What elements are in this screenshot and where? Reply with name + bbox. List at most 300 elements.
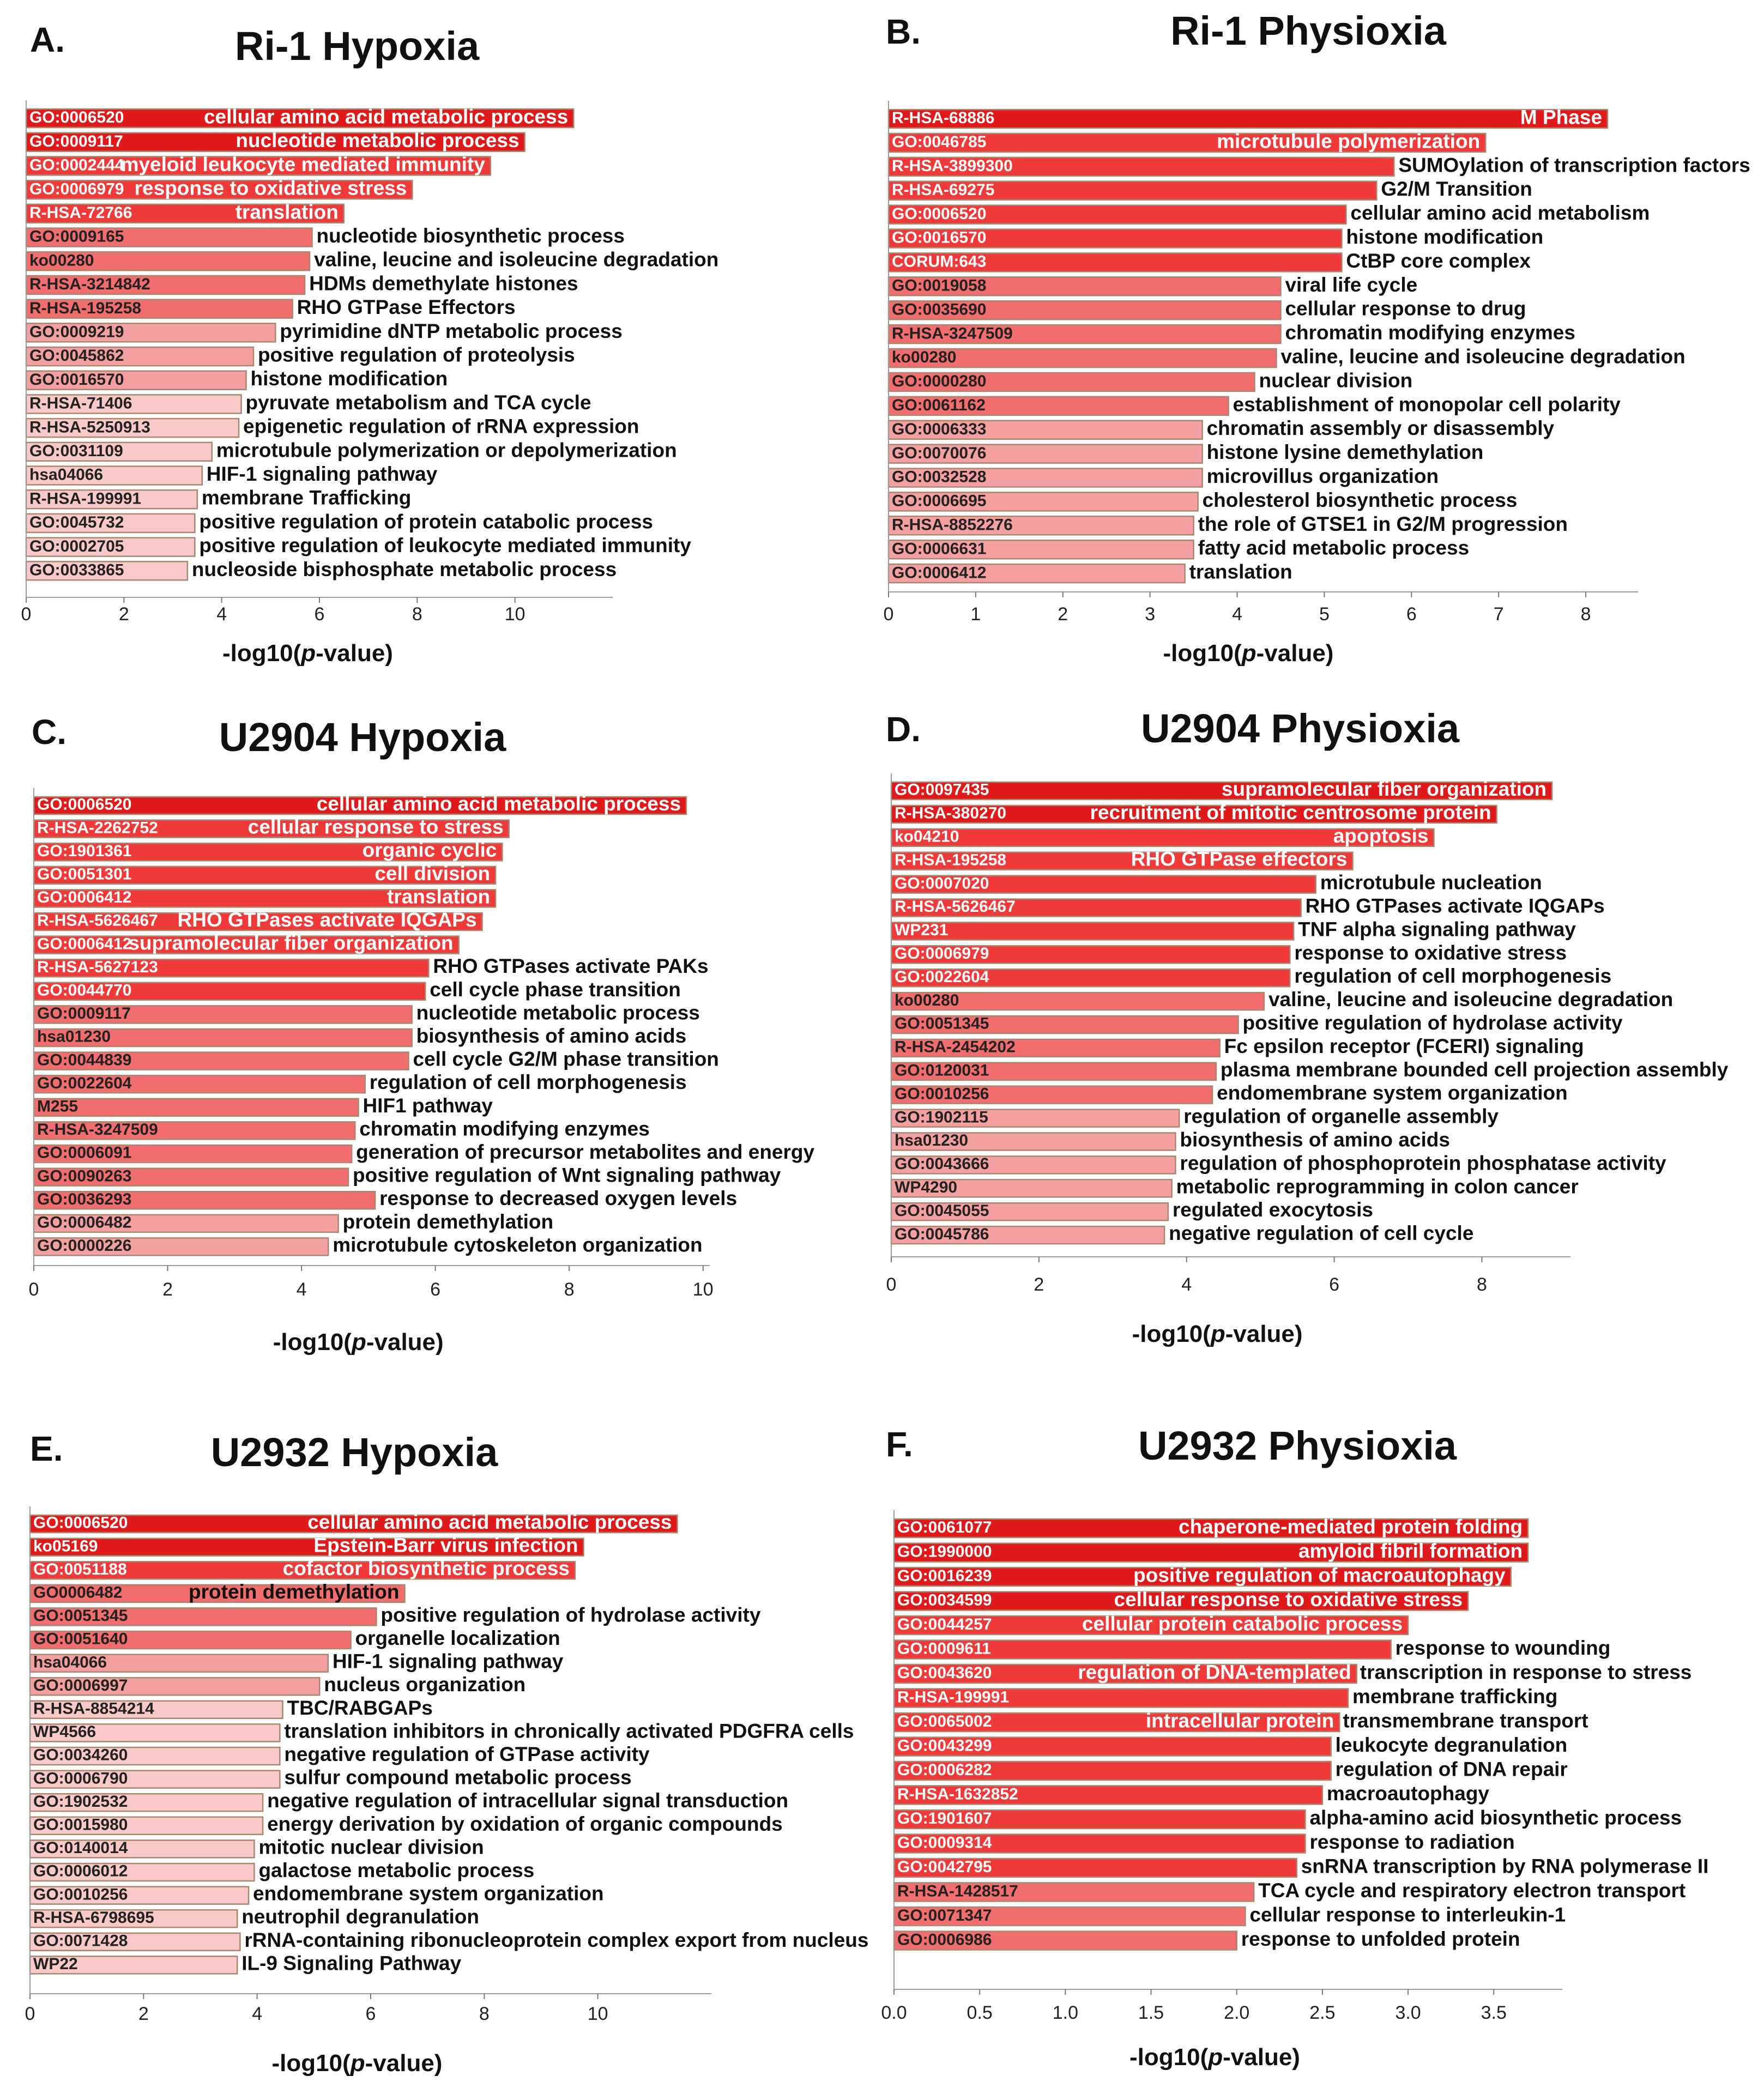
term-id-label: GO:0006979 (29, 180, 124, 198)
term-id-label: R-HSA-195258 (895, 851, 1007, 869)
term-label: nucleotide metabolic process (416, 1001, 700, 1024)
term-label: establishment of monopolar cell polarity (1233, 393, 1621, 416)
term-label: valine, leucine and isoleucine degradation (1268, 988, 1674, 1011)
term-label: endomembrane system organization (1217, 1081, 1568, 1104)
term-label: G2/M Transition (1381, 178, 1532, 201)
term-id-label: ko00280 (892, 348, 957, 367)
term-id-label: R-HSA-1428517 (897, 1882, 1018, 1901)
term-id-label: GO:0035690 (892, 300, 987, 319)
term-label: RHO GTPases activate IQGAPs (1305, 894, 1605, 917)
term-label: positive regulation of hydrolase activity (1242, 1011, 1623, 1034)
term-label: cell cycle G2/M phase transition (413, 1048, 719, 1070)
term-id-label: hsa01230 (895, 1131, 969, 1150)
term-id-label: R-HSA-5250913 (29, 418, 150, 437)
term-label: myeloid leukocyte mediated immunity (120, 153, 485, 175)
term-label: RHO GTPases activate PAKs (433, 955, 709, 978)
term-id-label: R-HSA-2454202 (895, 1038, 1016, 1056)
term-id-label: M255 (37, 1097, 78, 1116)
chart-panel-5 (25, 1429, 869, 2077)
term-label: leukocyte degranulation (1335, 1734, 1568, 1757)
panel-title: U2932 Physioxia (1138, 1423, 1457, 1468)
term-label: supramolecular fiber organization (128, 931, 454, 954)
term-id-label: GO:0051345 (895, 1014, 989, 1033)
term-id-label: GO:0046785 (892, 133, 987, 152)
term-label: RHO GTPase Effectors (297, 296, 516, 319)
term-id-label: GO:0006997 (33, 1676, 128, 1694)
term-label: microtubule polymerization (1217, 130, 1481, 153)
term-label: protein demethylation (189, 1580, 400, 1603)
term-label: nucleotide biosynthetic process (316, 225, 625, 247)
term-label: microtubule nucleation (1320, 871, 1542, 894)
term-id-label: CORUM:643 (892, 252, 987, 271)
term-id-label: WP22 (33, 1955, 78, 1974)
term-id-label: GO:0045862 (29, 347, 124, 365)
x-tick-label: 2 (1034, 1274, 1044, 1295)
term-id-label: R-HSA-199991 (29, 489, 142, 508)
term-id-label: GO:0071428 (33, 1932, 128, 1950)
term-label: histone lysine demethylation (1206, 441, 1484, 464)
term-id-label: R-HSA-8852276 (892, 516, 1013, 534)
x-tick-label: 4 (296, 1279, 307, 1300)
term-id-label: GO:0036293 (37, 1190, 132, 1208)
term-label: cellular amino acid metabolic process (316, 792, 681, 815)
panel-letter: B. (886, 12, 921, 51)
term-label: translation (235, 201, 339, 223)
term-id-label: GO:0031109 (29, 441, 123, 460)
term-label: TBC/RABGAPs (287, 1696, 433, 1719)
term-id-label: hsa04066 (29, 465, 104, 484)
term-id-label: R-HSA-72766 (29, 203, 132, 222)
term-id-label: R-HSA-5627123 (37, 958, 158, 976)
term-id-label: GO:0009314 (897, 1833, 992, 1852)
chart-panel-1 (21, 20, 719, 667)
term-id-label: ko00280 (29, 251, 94, 270)
x-axis-label: -log10(p-value) (1129, 2044, 1300, 2071)
term-label: chaperone-mediated protein folding (1179, 1515, 1523, 1538)
term-label: plasma membrane bounded cell projection assembly (1220, 1058, 1729, 1081)
x-tick-label: 3.0 (1395, 2002, 1421, 2023)
x-axis-label: -log10(p-value) (273, 1329, 444, 1355)
term-label: membrane Trafficking (201, 486, 412, 509)
term-id-label: hsa01230 (37, 1027, 111, 1046)
term-id-label: GO:0016239 (897, 1567, 992, 1585)
x-tick-label: 1 (970, 604, 981, 625)
term-label: regulated exocytosis (1172, 1199, 1373, 1221)
term-label: sulfur compound metabolic process (284, 1766, 632, 1789)
term-id-label: GO:0022604 (37, 1074, 132, 1092)
term-id-label: GO:1902115 (895, 1108, 988, 1127)
x-tick-label: 4 (252, 2004, 263, 2024)
term-label: chromatin modifying enzymes (1285, 321, 1575, 344)
term-id-label: GO:0007020 (895, 874, 989, 893)
x-tick-label: 8 (479, 2004, 490, 2024)
x-tick-label: 2.5 (1309, 2002, 1336, 2023)
term-label: cellular response to drug (1285, 297, 1526, 320)
term-id-label: GO:0006333 (892, 420, 987, 438)
term-label: TNF alpha signaling pathway (1298, 918, 1576, 941)
term-id-label: GO:0120031 (895, 1061, 989, 1080)
term-id-label: R-HSA-195258 (29, 299, 142, 317)
x-tick-label: 2 (118, 604, 129, 625)
term-id-label: WP231 (895, 921, 949, 940)
term-label: organic cyclic (362, 839, 497, 862)
term-label: response to decreased oxygen levels (379, 1187, 738, 1210)
term-label: cofactor biosynthetic process (282, 1557, 570, 1580)
term-label: the role of GTSE1 in G2/M progression (1198, 512, 1568, 535)
term-id-label: GO:0044770 (37, 981, 132, 1000)
term-label: endomembrane system organization (253, 1882, 604, 1905)
term-id-label: GO:1902532 (33, 1792, 128, 1811)
term-label: macroautophagy (1326, 1782, 1490, 1805)
term-label: regulation of DNA repair (1335, 1758, 1568, 1781)
term-id-label: R-HSA-3214842 (29, 275, 150, 294)
term-id-label: R-HSA-68886 (892, 109, 995, 128)
term-id-label: GO:0006631 (892, 540, 987, 558)
term-label: intracellular protein (1145, 1709, 1334, 1732)
term-label: energy derivation by oxidation of organic compounds (267, 1812, 783, 1835)
chart-panel-6 (881, 1423, 1708, 2071)
term-label: pyrimidine dNTP metabolic process (280, 319, 623, 342)
term-id-label: GO:0009611 (897, 1639, 991, 1658)
x-tick-label: 6 (365, 2004, 376, 2024)
term-label: HIF1 pathway (363, 1094, 493, 1117)
x-axis-label: -log10(p-value) (1163, 640, 1334, 667)
x-tick-label: 4 (216, 604, 227, 625)
term-label: neutrophil degranulation (241, 1905, 479, 1928)
term-label: cellular protein catabolic process (1082, 1612, 1403, 1635)
chart-panel-2 (884, 8, 1750, 667)
term-label: cell cycle phase transition (430, 978, 681, 1001)
term-id-label: GO:0019058 (892, 276, 987, 295)
x-tick-label: 4 (1232, 604, 1242, 625)
term-label: HIF-1 signaling pathway (206, 463, 438, 486)
x-tick-label: 0 (28, 1279, 39, 1300)
term-id-label: GO:0045055 (895, 1201, 989, 1220)
term-label: microvillus organization (1206, 465, 1439, 488)
term-label: cellular response to stress (247, 815, 504, 838)
term-label: cellular response to interleukin-1 (1249, 1903, 1566, 1926)
term-label: apoptosis (1333, 824, 1429, 847)
term-label: regulation of cell morphogenesis (369, 1071, 687, 1094)
term-id-label: GO:0097435 (895, 780, 989, 799)
term-id-label: R-HSA-5626467 (895, 898, 1016, 916)
x-tick-label: 8 (1477, 1274, 1487, 1295)
term-id-label: GO0006482 (33, 1583, 123, 1602)
term-label: Fc epsilon receptor (FCERI) signaling (1224, 1034, 1584, 1057)
term-label: negative regulation of cell cycle (1169, 1222, 1474, 1245)
term-label: response to unfolded protein (1241, 1928, 1520, 1951)
x-axis-label: -log10(p-value) (222, 640, 393, 667)
panel-title: U2932 Hypoxia (210, 1430, 498, 1475)
term-id-label: ko00280 (895, 991, 959, 1009)
term-label: rRNA-containing ribonucleoprotein complex export from nucleus (244, 1928, 869, 1951)
term-label: positive regulation of leukocyte mediated immunity (199, 534, 691, 557)
term-id-label: R-HSA-1632852 (897, 1785, 1018, 1803)
x-tick-label: 8 (1580, 604, 1591, 625)
term-id-label: R-HSA-5626467 (37, 911, 158, 930)
term-id-label: R-HSA-3247509 (37, 1121, 158, 1139)
bar[interactable] (889, 110, 1608, 128)
term-id-label: GO:0044257 (897, 1615, 992, 1634)
term-id-label: R-HSA-6798695 (33, 1908, 154, 1927)
term-id-label: GO:0006412 (892, 564, 987, 582)
term-label: valine, leucine and isoleucine degradation (1280, 345, 1686, 368)
term-id-label: GO:0006520 (29, 108, 124, 127)
term-id-label: GO:0051188 (33, 1560, 127, 1578)
term-id-label: GO:0006520 (37, 795, 132, 814)
panel-title: U2904 Hypoxia (219, 715, 506, 760)
term-id-label: GO:0002705 (29, 537, 124, 555)
term-label: histone modification (1346, 226, 1544, 249)
term-label: alpha-amino acid biosynthetic process (1309, 1806, 1682, 1829)
term-id-label: GO:0051301 (37, 865, 132, 883)
term-id-label: GO:0090263 (37, 1167, 132, 1185)
x-tick-label: 2 (162, 1279, 173, 1300)
term-label: cholesterol biosynthetic process (1202, 488, 1518, 511)
term-label: cellular amino acid metabolic process (307, 1510, 672, 1533)
term-id-label: R-HSA-3899300 (892, 156, 1013, 175)
x-tick-label: 0.5 (966, 2002, 993, 2023)
x-tick-label: 3.5 (1481, 2002, 1507, 2023)
term-label: regulation of cell morphogenesis (1294, 965, 1612, 988)
term-id-label: ko04210 (895, 827, 959, 846)
term-id-label: GO:0042795 (897, 1858, 992, 1877)
term-label: M Phase (1520, 106, 1603, 129)
term-id-label: GO:0033865 (29, 561, 124, 579)
term-id-label: GO:0006091 (37, 1143, 132, 1162)
panel-letter: F. (886, 1425, 913, 1464)
term-label: biosynthesis of amino acids (416, 1024, 687, 1047)
x-tick-label: 6 (1329, 1274, 1340, 1295)
term-label: translation inhibitors in chronically activated PDGFRA cells (284, 1720, 854, 1742)
term-label: recruitment of mitotic centrosome protein (1090, 801, 1491, 824)
x-tick-label: 0.0 (881, 2002, 907, 2023)
term-label: microtubule polymerization or depolymerization (216, 439, 677, 462)
term-label: cellular amino acid metabolism (1350, 202, 1650, 225)
term-id-label: GO:0022604 (895, 967, 989, 986)
x-tick-label: 4 (1181, 1274, 1192, 1295)
x-tick-label: 2.0 (1224, 2002, 1250, 2023)
term-label: protein demethylation (342, 1210, 554, 1233)
term-id-label: hsa04066 (33, 1653, 107, 1672)
term-label: TCA cycle and respiratory electron transport (1258, 1879, 1686, 1902)
term-id-label: GO:0061162 (892, 396, 986, 414)
term-label: amyloid fibril formation (1298, 1540, 1523, 1563)
panel-title: Ri-1 Physioxia (1170, 8, 1446, 53)
term-id-label: GO:1990000 (897, 1542, 992, 1561)
term-id-label: GO:0034599 (897, 1591, 992, 1609)
term-id-label: GO:0006695 (892, 492, 987, 510)
term-label-continued: transcription in response to stress (1360, 1661, 1692, 1684)
term-id-label: GO:0070076 (892, 444, 987, 462)
x-tick-label: 3 (1145, 604, 1156, 625)
x-tick-label: 5 (1319, 604, 1330, 625)
term-label: chromatin assembly or disassembly (1206, 417, 1555, 440)
term-label: negative regulation of intracellular signal transduction (267, 1789, 789, 1812)
term-id-label: R-HSA-3247509 (892, 324, 1013, 343)
term-label: nuclear division (1259, 369, 1413, 392)
term-label: regulation of phosphoprotein phosphatase activity (1180, 1152, 1666, 1175)
term-label: supramolecular fiber organization (1221, 777, 1547, 800)
term-label: positive regulation of macroautophagy (1133, 1564, 1506, 1587)
term-id-label: GO:0010256 (33, 1885, 128, 1904)
panel-letter: C. (32, 712, 67, 752)
x-tick-label: 10 (692, 1279, 714, 1300)
term-label: SUMOylation of transcription factors (1398, 154, 1750, 177)
term-label: pyruvate metabolism and TCA cycle (245, 391, 591, 414)
term-label: positive regulation of hydrolase activity (380, 1603, 761, 1626)
x-tick-label: 6 (430, 1279, 441, 1300)
term-label: valine, leucine and isoleucine degradation (314, 248, 719, 271)
bar[interactable] (34, 1099, 358, 1116)
term-id-label: GO:0043620 (897, 1664, 992, 1682)
term-label: chromatin modifying enzymes (359, 1117, 650, 1140)
term-id-label: R-HSA-199991 (897, 1688, 1010, 1706)
term-id-label: GO:0016570 (29, 370, 124, 389)
term-id-label: GO:0002444 (29, 156, 124, 174)
term-id-label: GO:0009219 (29, 323, 124, 341)
term-id-label: GO:0006012 (33, 1862, 128, 1880)
term-id-label: GO:0045732 (29, 513, 124, 532)
term-label: Epstein-Barr virus infection (313, 1534, 578, 1557)
term-id-label: GO:0006412 (37, 935, 132, 953)
term-label: response to oxidative stress (134, 177, 407, 199)
term-label: RHO GTPase effectors (1131, 848, 1348, 870)
term-label: histone modification (250, 367, 448, 390)
x-tick-label: 6 (1406, 604, 1417, 625)
term-id-label: GO:0006520 (33, 1514, 128, 1532)
term-label: negative regulation of GTPase activity (284, 1742, 650, 1765)
term-label: response to radiation (1309, 1831, 1515, 1854)
panel-letter: A. (30, 20, 65, 59)
x-tick-label: 0 (25, 2004, 35, 2024)
term-label: translation (386, 885, 491, 908)
x-tick-label: 2 (1058, 604, 1068, 625)
term-id-label: GO:0006979 (895, 944, 989, 963)
panel-letter: E. (30, 1429, 63, 1468)
term-id-label: GO:0045786 (895, 1225, 989, 1243)
term-id-label: GO:0009165 (29, 227, 124, 246)
x-axis-label: -log10(p-value) (271, 2050, 443, 2077)
panel-title: U2904 Physioxia (1140, 706, 1460, 751)
term-id-label: GO:0140014 (33, 1839, 128, 1857)
term-label: HDMs demethylate histones (309, 272, 578, 295)
chart-panel-3 (29, 712, 815, 1355)
term-id-label: GO:0006790 (33, 1769, 128, 1788)
term-label: membrane trafficking (1352, 1685, 1558, 1708)
term-label: cell division (374, 862, 491, 885)
x-tick-label: 8 (412, 604, 422, 625)
term-id-label: GO:0006282 (897, 1761, 992, 1780)
term-id-label: R-HSA-71406 (29, 394, 132, 413)
x-tick-label: 10 (587, 2004, 608, 2024)
chart-panel-4 (886, 706, 1729, 1347)
term-label: snRNA transcription by RNA polymerase II (1301, 1855, 1709, 1878)
term-label: organelle localization (355, 1626, 560, 1649)
term-label: nucleus organization (324, 1673, 526, 1696)
term-label: nucleotide metabolic process (235, 129, 519, 152)
term-label: metabolic reprogramming in colon cancer (1176, 1175, 1579, 1198)
term-id-label: R-HSA-69275 (892, 180, 995, 199)
panel-letter: D. (886, 710, 921, 749)
term-id-label: GO:0043666 (895, 1155, 989, 1173)
term-label: microtubule cytoskeleton organization (333, 1233, 703, 1256)
term-id-label: WP4566 (33, 1723, 96, 1741)
term-label: generation of precursor metabolites and energy (356, 1140, 815, 1163)
x-tick-label: 1.0 (1052, 2002, 1078, 2023)
x-tick-label: 0 (21, 604, 32, 625)
term-id-label: R-HSA-8854214 (33, 1699, 154, 1718)
x-tick-label: 2 (138, 2004, 149, 2024)
term-id-label: GO:0034260 (33, 1746, 128, 1764)
term-label: CtBP core complex (1346, 249, 1531, 272)
term-id-label: WP4290 (895, 1178, 958, 1196)
term-label: HIF-1 signaling pathway (332, 1650, 564, 1673)
term-label: mitotic nuclear division (258, 1836, 484, 1859)
x-tick-label: 10 (504, 604, 525, 625)
term-label: regulation of organelle assembly (1183, 1105, 1499, 1128)
term-label: biosynthesis of amino acids (1180, 1128, 1450, 1151)
term-id-label: GO:0065002 (897, 1712, 992, 1731)
term-label: RHO GTPases activate IQGAPs (177, 908, 477, 931)
bar[interactable] (891, 922, 1294, 940)
term-id-label: GO:0006520 (892, 204, 987, 223)
term-label: positive regulation of Wnt signaling pathway (353, 1164, 781, 1187)
term-id-label: GO:0000226 (37, 1237, 132, 1255)
term-id-label: GO:0000280 (892, 372, 987, 391)
term-label: fatty acid metabolic process (1198, 536, 1470, 559)
term-id-label: GO:0051345 (33, 1607, 128, 1625)
term-label: galactose metabolic process (258, 1859, 535, 1881)
term-id-label: GO:0043299 (897, 1736, 992, 1755)
term-id-label: GO:0044839 (37, 1051, 132, 1069)
term-label: nucleoside bisphosphate metabolic process (191, 558, 617, 580)
term-label-continued: transmembrane transport (1343, 1709, 1588, 1732)
term-id-label: GO:0006412 (37, 888, 132, 907)
term-label: cellular amino acid metabolic process (203, 105, 569, 128)
term-id-label: GO:0006986 (897, 1930, 992, 1949)
term-id-label: GO:0009117 (29, 132, 123, 150)
term-id-label: GO:0010256 (895, 1085, 989, 1103)
x-tick-label: 0 (883, 604, 894, 625)
term-id-label: R-HSA-2262752 (37, 819, 158, 837)
term-label: viral life cycle (1285, 273, 1418, 296)
term-id-label: GO:0051640 (33, 1630, 128, 1648)
term-id-label: GO:0071347 (897, 1907, 992, 1925)
term-id-label: GO:0006482 (37, 1213, 132, 1232)
term-label: translation (1189, 560, 1292, 583)
term-label: response to wounding (1395, 1637, 1611, 1660)
term-id-label: GO:0061077 (897, 1518, 992, 1537)
x-tick-label: 8 (564, 1279, 575, 1300)
term-label: epigenetic regulation of rRNA expression (243, 415, 639, 438)
term-id-label: GO:0009117 (37, 1004, 131, 1023)
term-label: IL-9 Signaling Pathway (241, 1952, 462, 1975)
term-label: response to oxidative stress (1294, 941, 1567, 964)
term-label: positive regulation of protein catabolic process (199, 510, 654, 533)
x-tick-label: 0 (886, 1274, 897, 1295)
term-id-label: ko05169 (33, 1537, 98, 1556)
term-label: regulation of DNA-templated (1078, 1661, 1351, 1684)
panel-title: Ri-1 Hypoxia (234, 23, 480, 69)
x-tick-label: 7 (1493, 604, 1504, 625)
term-label: cellular response to oxidative stress (1114, 1588, 1463, 1611)
term-id-label: GO:0032528 (892, 468, 987, 486)
x-axis-label: -log10(p-value) (1132, 1321, 1303, 1347)
term-id-label: GO:1901361 (37, 842, 132, 860)
term-id-label: GO:0015980 (33, 1815, 128, 1834)
x-tick-label: 1.5 (1138, 2002, 1164, 2023)
